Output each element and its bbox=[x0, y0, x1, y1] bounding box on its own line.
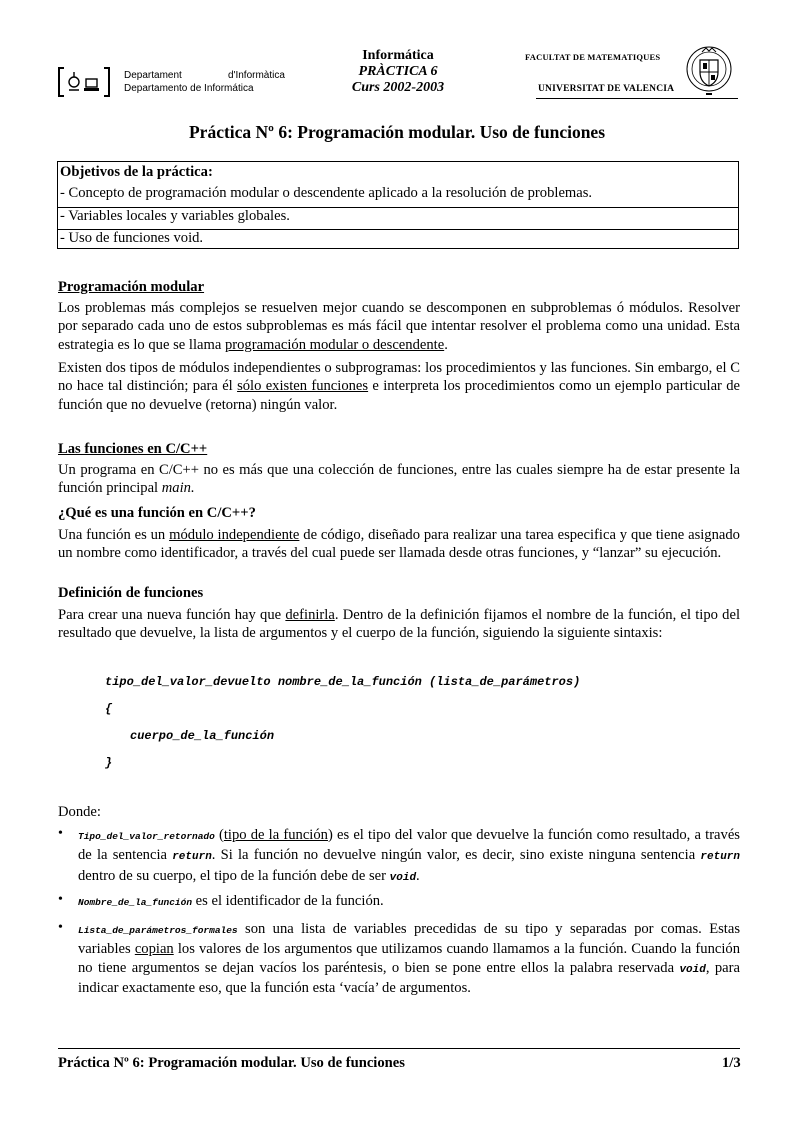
university-name: UNIVERSITAT DE VALENCIA bbox=[538, 84, 675, 94]
department-name-valencian-a: Departament bbox=[124, 70, 182, 81]
section-heading-modular: Programación modular bbox=[58, 279, 205, 295]
paragraph-definition: Para crear una nueva función hay que definirla. Dentro de la definición fijamos el nombre de la función, el tipo del resultado que devuelve, la lista de argumentos y el cuerpo de la función, siguiendo la siguiente sintaxis: bbox=[58, 607, 740, 642]
course-year: Curs 2002-2003 bbox=[351, 80, 445, 95]
term-independent-module: módulo independiente bbox=[169, 527, 300, 543]
term-define: definirla bbox=[285, 607, 335, 623]
objective-item: - Concepto de programación modular o descendente aplicado a la resolución de problemas. bbox=[60, 185, 593, 201]
paragraph-functions-1: Un programa en C/C++ no es más que una colección de funciones, entre las cuales siempre ha de estar presente la función principal main. bbox=[58, 462, 740, 497]
department-name-spanish: Departamento de Informática bbox=[124, 83, 254, 94]
page-number: 1/3 bbox=[722, 1055, 741, 1071]
objectives-heading: Objetivos de la práctica: bbox=[60, 164, 213, 180]
subheading-definition: Definición de funciones bbox=[58, 585, 204, 601]
bullet-return-type: Tipo_del_valor_retornado (tipo de la función) es el tipo del valor que devuelve la función como resultado, a través de la sentencia return. Si la función no devuelve ningún valor, es decir, sino existe ninguna sentencia return dentro de su cuerpo, el tipo de la función debe de ser void. bbox=[78, 827, 740, 884]
faculty-name: FACULTAT DE MATEMATIQUES bbox=[525, 52, 661, 62]
objectives-box bbox=[57, 161, 739, 249]
department-logo bbox=[58, 66, 110, 98]
footer-title: Práctica Nº 6: Programación modular. Uso de funciones bbox=[58, 1055, 405, 1071]
objective-item: - Variables locales y variables globales. bbox=[58, 207, 738, 225]
code-open-brace: { bbox=[105, 702, 113, 716]
term-only-functions: sólo existen funciones bbox=[237, 378, 369, 395]
objective-item: - Uso de funciones void. bbox=[58, 229, 738, 247]
bullet-icon: • bbox=[58, 920, 63, 935]
code-body: cuerpo_de_la_función bbox=[130, 729, 275, 743]
code-close-brace: } bbox=[105, 756, 113, 770]
footer-rule bbox=[58, 1048, 740, 1049]
bullet-icon: • bbox=[58, 826, 63, 841]
paragraph-what-is-function: Una función es un módulo independiente de código, diseñado para realizar una tarea especifica y que tiene asignado un nombre como identificador, a través del cual puede ser llamada desde otras funciones, y “lanzar” su ejecución. bbox=[58, 527, 740, 562]
donde-label: Donde: bbox=[58, 804, 101, 820]
code-signature: tipo_del_valor_devuelto nombre_de_la_función (lista_de_parámetros) bbox=[105, 675, 581, 689]
subheading-what-is-function: ¿Qué es una función en C/C++? bbox=[58, 505, 256, 521]
course-info bbox=[330, 48, 466, 96]
term-modular-programming: programación modular o descendente bbox=[224, 336, 445, 353]
department-name-valencian-b: d'Informàtica bbox=[228, 70, 285, 81]
bullet-parameter-list: Lista_de_parámetros_formales son una lista de variables precedidas de su tipo y separadas por comas. Estas variables copian los valores de los argumentos que utilizamos cuando llamamos a la función. Cuando la función no tiene argumentos se dejan vacíos los paréntesis, o bien se pone entre ellos la palabra reservada void, para indicar exactamente eso, que la función esta ‘vacía’ de argumentos. bbox=[78, 921, 740, 997]
course-title: Informática bbox=[362, 48, 434, 63]
page-title: Práctica Nº 6: Programación modular. Uso de funciones bbox=[188, 122, 606, 142]
section-heading-functions: Las funciones en C/C++ bbox=[58, 441, 208, 457]
university-seal-icon bbox=[684, 42, 734, 100]
bullet-function-name: Nombre_de_la_función es el identificador de la función. bbox=[78, 893, 384, 909]
practice-number: PRÀCTICA 6 bbox=[358, 64, 438, 79]
bullet-icon: • bbox=[58, 892, 63, 907]
paragraph-modular-1: Los problemas más complejos se resuelven mejor cuando se descomponen en subproblemas ó módulos. Resolver por separado cada uno de estos subproblemas es más fácil que intentar resolver el problema como una unidad. Esta estrategia es lo que se llama programación modular o descendente. bbox=[58, 300, 740, 353]
paragraph-modular-2: Existen dos tipos de módulos independientes o subprogramas: los procedimientos y las funciones. Sin embargo, el C no hace tal distinción; para él sólo existen funciones e interpreta los procedimientos como un ejemplo particular de función que no devuelve (retorna) ningún valor. bbox=[58, 360, 741, 413]
